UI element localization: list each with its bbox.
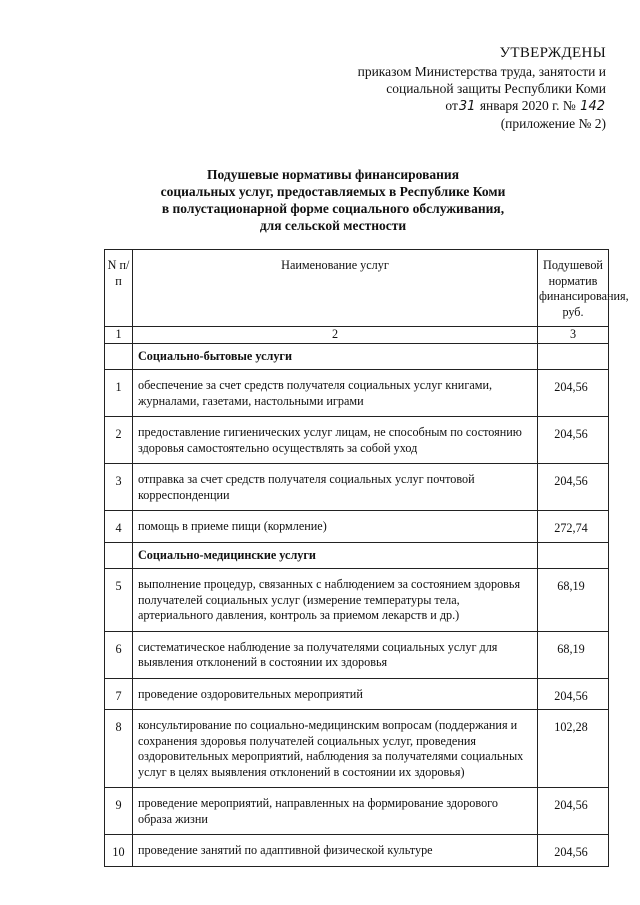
row-number: 9 [105,788,133,835]
date-prefix: от [445,98,458,113]
table-index-row [105,327,609,344]
table-row [105,788,609,835]
service-name: проведение оздоровительных мероприятий [133,678,538,710]
section-row [105,542,609,569]
approval-line-2: социальной защиты Республики Коми [386,81,606,96]
norm-value: 68,19 [538,631,609,678]
index-cell-1: 1 [105,327,133,344]
table-row [105,417,609,464]
row-number: 7 [105,678,133,710]
section-empty-cell [538,542,609,569]
row-number: 10 [105,835,133,867]
table-row [105,835,609,867]
approval-line-1: приказом Министерства труда, занятости и [357,64,606,79]
row-number: 3 [105,464,133,511]
index-cell-2: 2 [133,327,538,344]
section-empty-cell [105,343,133,370]
approval-date-line [358,97,606,115]
norm-value: 204,56 [538,678,609,710]
document-title [118,166,548,234]
row-number: 8 [105,710,133,788]
services-table [104,249,629,867]
service-name: проведение занятий по адаптивной физической культуре [133,835,538,867]
header-num: N п/п [105,250,133,327]
service-name: выполнение процедур, связанных с наблюдением за состоянием здоровья получателей социальных услуг (измерение температуры тела, артериального давления, контроль за приемом лекарств и др.) [133,569,538,632]
row-number: 6 [105,631,133,678]
table-row [105,511,609,543]
title-line-4: для сельской местности [259,218,407,233]
norm-value: 68,19 [538,569,609,632]
section-empty-cell [105,542,133,569]
table-header-row [105,250,609,327]
norm-value: 204,56 [538,788,609,835]
norm-value: 102,28 [538,710,609,788]
service-name: отправка за счет средств получателя социальных услуг почтовой корреспонденции [133,464,538,511]
row-number: 4 [105,511,133,543]
approval-heading: УТВЕРЖДЕНЫ [499,45,606,61]
section-empty-cell [538,343,609,370]
row-number: 5 [105,569,133,632]
index-cell-3: 3 [538,327,609,344]
header-name: Наименование услуг [133,250,538,327]
date-day-handwritten: 31 [458,99,476,114]
title-line-1: Подушевые нормативы финансирования [207,167,459,182]
row-number: 2 [105,417,133,464]
service-name: проведение мероприятий, направленных на формирование здорового образа жизни [133,788,538,835]
table-row [105,370,609,417]
service-name: консультирование по социально-медицинским вопросам (поддержания и сохранения здоровья получателей социальных услуг, проведения оздоровительных мероприятий, наблюдения за получателями социальных услуг в целях выявления отклонений в состоянии их здоровья) [133,710,538,788]
appendix-label: (приложение № 2) [500,116,606,131]
approval-block [358,44,606,132]
norm-value: 204,56 [538,835,609,867]
table-row [105,569,609,632]
table-row [105,678,609,710]
header-norm: Подушевой норматив финансирования, руб. [538,250,609,327]
norm-value: 272,74 [538,511,609,543]
table-row [105,710,609,788]
section-title: Социально-медицинские услуги [133,542,538,569]
section-title: Социально-бытовые услуги [133,343,538,370]
table-row [105,631,609,678]
norm-value: 204,56 [538,370,609,417]
service-name: помощь в приеме пищи (кормление) [133,511,538,543]
section-row [105,343,609,370]
norm-value: 204,56 [538,464,609,511]
date-rest: января 2020 г. № [479,98,576,113]
order-number-handwritten: 142 [580,99,605,114]
title-line-2: социальных услуг, предоставляемых в Республике Коми [160,184,506,199]
service-name: обеспечение за счет средств получателя социальных услуг книгами, журналами, газетами, настольными играми [133,370,538,417]
norm-value: 204,56 [538,417,609,464]
service-name: предоставление гигиенических услуг лицам, не способным по состоянию здоровья самостоятельно осуществлять за собой уход [133,417,538,464]
row-number: 1 [105,370,133,417]
table-row [105,464,609,511]
title-line-3: в полустационарной форме социального обслуживания, [161,201,505,216]
service-name: систематическое наблюдение за получателями социальных услуг для выявления отклонений в состоянии их здоровья [133,631,538,678]
